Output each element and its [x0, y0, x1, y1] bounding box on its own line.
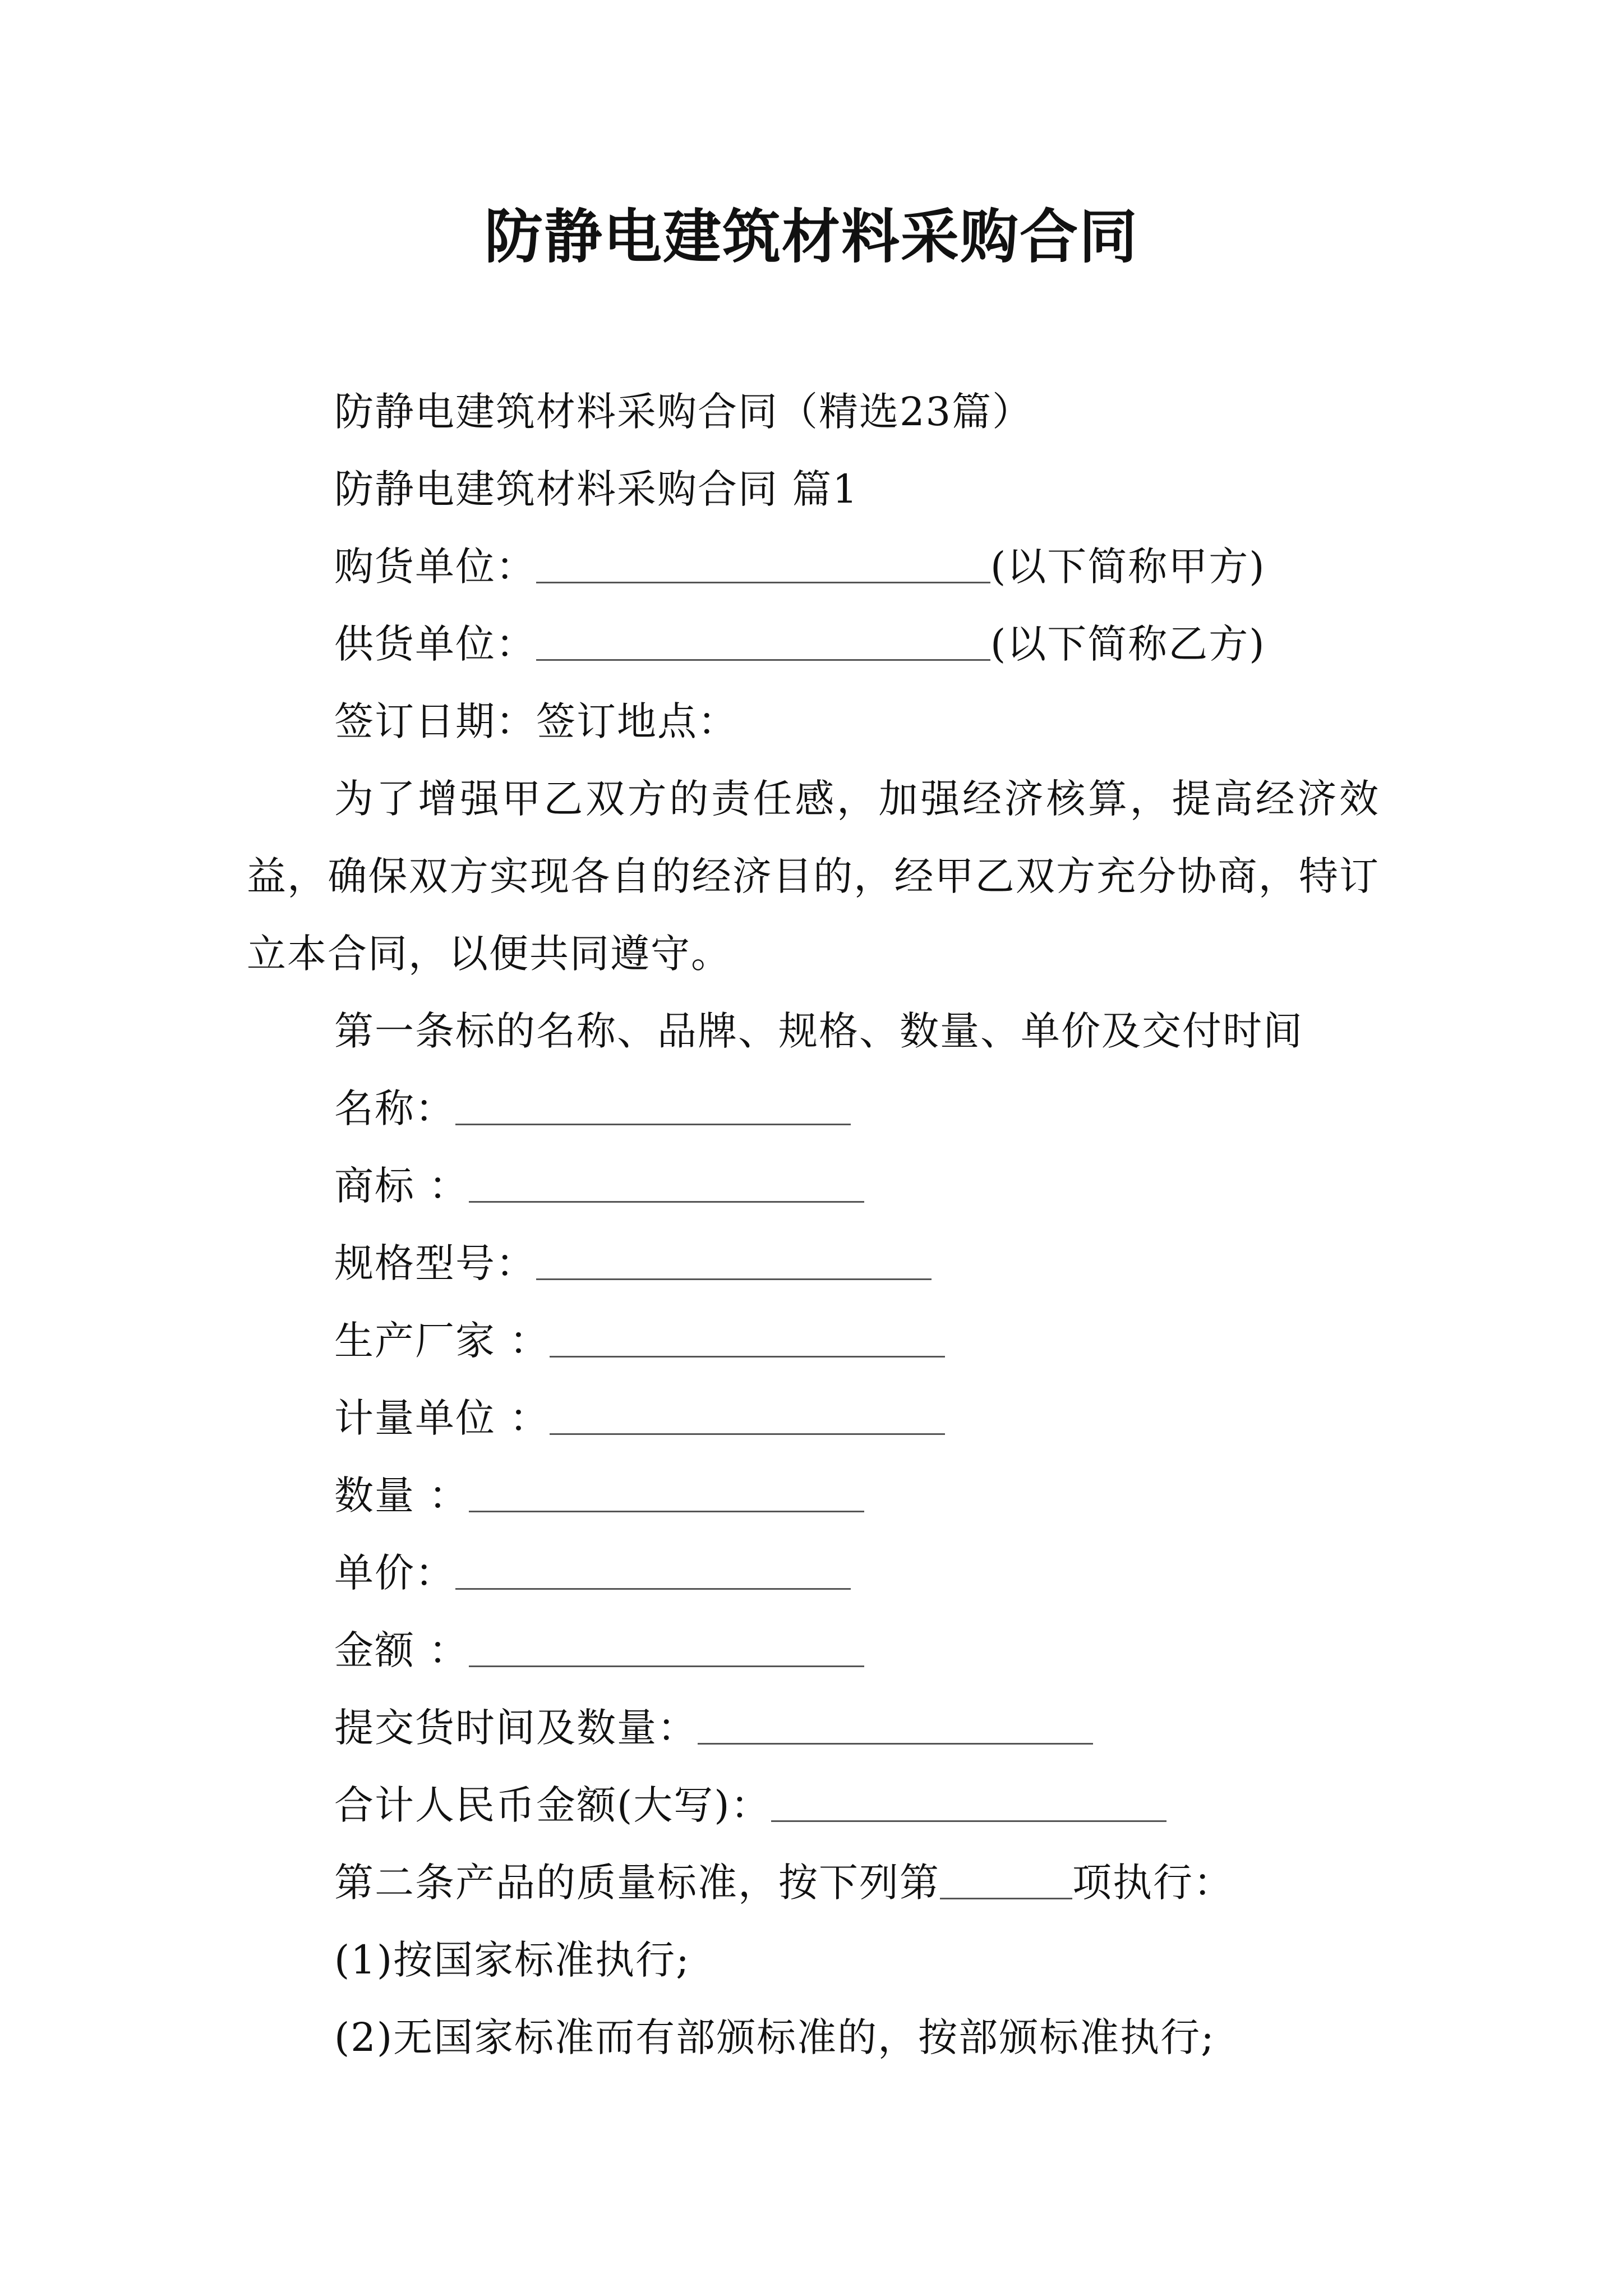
article1-heading: 第一条标的名称、品牌、规格、数量、单价及交付时间: [334, 1008, 1303, 1054]
field-quantity: [334, 1467, 864, 1524]
supplier-label: 供货单位：: [334, 621, 536, 667]
article2-heading: [334, 1855, 1234, 1911]
sign-date-place-line: 签订日期：签订地点：: [334, 698, 738, 744]
buyer-suffix: (以下简称甲方): [990, 544, 1266, 590]
field-label: 单价：: [334, 1550, 455, 1596]
field-label: 计量单位 ：: [334, 1395, 550, 1441]
section-heading: 防静电建筑材料采购合同 篇1: [334, 466, 859, 512]
field-label: 名称：: [334, 1085, 455, 1131]
buyer-blank: [536, 544, 990, 583]
buyer-line: [334, 539, 1266, 595]
field-unit: [334, 1390, 945, 1446]
supplier-line: [334, 616, 1266, 672]
standard-item-2: (2)无国家标准而有部颁标准的，按部颁标准执行;: [334, 2014, 1215, 2060]
field-manufacturer: [334, 1313, 945, 1369]
field-label: 数量 ：: [334, 1473, 469, 1519]
field-blank: [771, 1782, 1166, 1822]
article2-prefix: 第二条产品的质量标准，按下列第: [334, 1860, 940, 1906]
supplier-blank: [536, 621, 990, 661]
field-unit-price: [334, 1545, 851, 1601]
field-blank: [550, 1318, 945, 1358]
field-blank: [469, 1163, 864, 1203]
document-title: 防静电建筑材料采购合同: [484, 202, 1138, 271]
field-label: 合计人民币金额(大写)：: [334, 1782, 771, 1828]
supplier-suffix: (以下简称乙方): [990, 621, 1266, 667]
standard-item-1: (1)按国家标准执行;: [334, 1937, 690, 1983]
field-blank: [698, 1705, 1093, 1745]
field-blank: [455, 1550, 851, 1590]
field-blank: [550, 1395, 945, 1435]
field-blank: [536, 1240, 932, 1280]
article2-suffix: 项执行：: [1072, 1860, 1234, 1906]
field-label: 规格型号：: [334, 1240, 536, 1286]
field-label: 金额 ：: [334, 1627, 469, 1673]
field-label: 提交货时间及数量：: [334, 1705, 698, 1751]
field-blank: [469, 1473, 864, 1512]
field-delivery: [334, 1700, 1093, 1756]
field-blank: [455, 1085, 851, 1125]
field-total-rmb: [334, 1777, 1166, 1833]
field-blank: [469, 1627, 864, 1667]
document-subtitle: 防静电建筑材料采购合同（精选23篇）: [334, 389, 1033, 435]
field-trademark: [334, 1158, 864, 1214]
field-name: [334, 1080, 851, 1137]
intro-paragraph: 为了增强甲乙双方的责任感，加强经济核算，提高经济效益，确保双方实现各自的经济目的，经甲乙双方充分协商，特订立本合同，以便共同遵守。: [247, 776, 1380, 977]
field-label: 生产厂家 ：: [334, 1318, 550, 1364]
field-model: [334, 1235, 932, 1291]
field-label: 商标 ：: [334, 1163, 469, 1209]
article2-blank: [940, 1860, 1072, 1899]
buyer-label: 购货单位：: [334, 544, 536, 590]
field-amount: [334, 1622, 864, 1678]
